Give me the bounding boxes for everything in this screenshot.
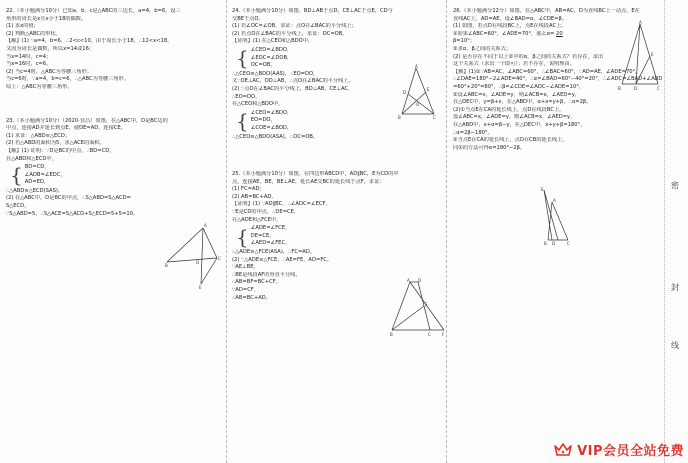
q26-line: β=10°； xyxy=(453,38,476,45)
seal-char: 线 xyxy=(671,341,679,350)
q25-brace-system: { ∠ADE=∠FCE， DE=CE， ∠AED=∠FEC， xyxy=(236,224,291,249)
question-22 xyxy=(6,8,218,92)
q26-line: =60°+20°=80°，∴β=∠CDE=∠ADC−∠ADE=10°， xyxy=(453,83,585,90)
q26-line: ∴α=2β−180°。 xyxy=(453,129,493,136)
q25-line: ∵AE⊥BE， xyxy=(232,264,259,271)
q25-line: ∴△ADE≌△FCE(ASA)，∴FC=AD。 xyxy=(232,249,316,256)
q26-line: 直线AC上，AD=AE，设∠BAD=α，∠CDE=β。 xyxy=(453,15,568,22)
q22-line: (2) 判断△ABC的形状。 xyxy=(6,30,61,37)
q22-line: 又因为周长是偶数，所以x=14或16； xyxy=(6,45,95,52)
column-left xyxy=(6,8,218,222)
q26-line: 在△ABD中，x+α=β−y，在△DEC中，x+y+β=180°， xyxy=(453,121,586,128)
crown-icon xyxy=(553,442,573,458)
q23-brace-item: AD=ED， xyxy=(24,179,50,186)
q25-line: ∵AD=CF， xyxy=(232,287,259,293)
q22-line: 当x=14时，c=4； xyxy=(6,53,52,60)
q24-line: 在△CEO和△BDO中， xyxy=(232,101,284,108)
q24-line: (2) 若点O在∠BAC的平分线上，求证：OC=OB。 xyxy=(232,30,348,37)
q22-line: 【解】(1) ∵a=4，b=6，∴2<c<10。由于周长小于18，∴12<x<18， xyxy=(6,38,173,45)
q25-brace-item: ∠AED=∠FEC， xyxy=(250,240,291,247)
q23-line: 在△ABD和△ECD中， xyxy=(6,155,57,162)
column-divider xyxy=(446,0,447,463)
q23-line: (2) 在△ABC中，D是BC的中点，∴S△ABD=S△ACD= xyxy=(6,195,131,202)
svg-text:D: D xyxy=(403,90,407,95)
q22-line: (1) 求x的值； xyxy=(6,23,39,30)
column-divider xyxy=(226,0,227,463)
q23-brace-item: BD=CD， xyxy=(24,164,50,171)
q24-line: (2) ∵点O在∠BAC的平分线上，BD⊥AB，CE⊥AC， xyxy=(232,85,354,92)
column-middle xyxy=(232,8,432,306)
seal-char: 密 xyxy=(671,181,679,190)
svg-text:C: C xyxy=(218,256,221,261)
q23-line: S△ECD， xyxy=(6,203,30,210)
q26-line: 26.（本小题满分12分）如图，在△ABC中，AB=AC，D为直线BC上一动点，E在 xyxy=(453,8,640,14)
q25-line: 25.（本小题满分10分）如图，在四边形ABCD中，AD∥BC，E为CD的中 xyxy=(232,171,399,178)
svg-text:B: B xyxy=(390,332,393,337)
q25-line: ∴BE是线段AF的垂直平分线， xyxy=(232,271,301,278)
q23-line: 23.（本小题满分10分）（2020·宜昌）如图，在△ABC中，D是BC边的 xyxy=(6,117,168,124)
seal-char: 封 xyxy=(671,283,679,292)
q24-brace-item: ∠CEO=∠BDO， xyxy=(250,109,293,116)
q22-line: 当x=16时，c=6。 xyxy=(6,61,52,68)
vip-watermark xyxy=(553,440,684,459)
svg-text:E: E xyxy=(425,302,428,307)
q25-line: (2) AB=BC+AD。 xyxy=(232,193,277,200)
q26-figure-1 xyxy=(618,20,664,92)
svg-text:A: A xyxy=(204,223,207,228)
q25-line: 点，连接AE，BE，BE⊥AE，延长AE交BC的延长线于点F。求证： xyxy=(232,178,385,185)
svg-text:D: D xyxy=(634,86,638,91)
q25-line: ∴AB=BF=BC+CF。 xyxy=(232,279,281,286)
q24-line: ∴△CEO≌△BDO(ASA)，∴OC=OB。 xyxy=(232,133,319,140)
q24-brace-system-1: { ∠CEO=∠BDO， ∠EOC=∠DOB， OC=OB， xyxy=(236,46,293,71)
q23-figure xyxy=(165,222,223,290)
q24-brace-item: ∠COE=∠BOD， xyxy=(250,124,293,131)
q23-brace-item: ∠ADB=∠EDC， xyxy=(24,171,66,178)
svg-text:B: B xyxy=(618,86,621,91)
q23-line: ∴△ABD≌△ECD(SAS)。 xyxy=(6,187,64,194)
q26-line: ②当点E在CA的延长线上，点D在CB的延长线上， xyxy=(453,137,568,144)
q25-line: 【证明】(1) ∵AD∥BC，∴∠ADC=∠ECF， xyxy=(232,201,331,208)
q26-line: 设∠ABC=x，∠ADE=y，则∠ACB=x，∠AED=y， xyxy=(453,114,576,121)
q24-figure xyxy=(398,64,438,120)
svg-text:A: A xyxy=(553,198,556,203)
q25-brace-item: ∠ADE=∠FCE， xyxy=(250,225,291,232)
q24-line: 交BE于点O。 xyxy=(232,15,264,22)
watermark-text: VIP会员全站免费 xyxy=(577,444,684,459)
svg-text:F: F xyxy=(442,332,445,337)
q26-line: (2)①当点E在CA的延长线上，点D在线段BC上， xyxy=(453,106,565,113)
q26-line: 同①的方法可得α=180°−2β。 xyxy=(453,144,526,151)
q26-line: ②设∠ABC=x，∠ADE=y，则∠ACB=x，∠AED=y， xyxy=(453,91,580,98)
svg-text:B: B xyxy=(165,263,168,268)
q26-figure-2 xyxy=(538,186,574,246)
q26-line: 在△DEC中，y=β+x，在△ABD中，α+x=y+β，∴α=2β。 xyxy=(453,99,592,106)
q25-line: ∵E是CD的中点，∴DE=CE， xyxy=(232,209,300,216)
q22-line: (2) 当c=4时，△ABC为等腰三角形； xyxy=(6,68,92,75)
q24-line: (1) 若∠OC=∠OB，求证：点O在∠BAC的平分线上； xyxy=(232,23,357,30)
svg-text:A: A xyxy=(407,278,410,283)
q22-line: 当c=6时，∵a=4，b=c=6，∴△ABC为等腰三角形。 xyxy=(6,76,129,83)
q26-answer-blank: 20 xyxy=(556,30,563,37)
q25-figure xyxy=(390,278,446,342)
q25-brace-item: DE=CE， xyxy=(250,232,275,239)
svg-text:D: D xyxy=(196,260,200,265)
q24-brace-item: ∠CEO=∠BDO， xyxy=(250,46,293,53)
q25-line: 在△ADE和△FCE中， xyxy=(232,216,282,223)
q22-line: 角形的周长是x且x小于18的偶数。 xyxy=(6,15,87,22)
q26-line: 【解】(1)①∵AB=AC，∠ABC=60°，∴∠BAC=60°，∵AD=AE，∠ADE=70°， xyxy=(453,68,641,75)
svg-text:D: D xyxy=(552,241,556,246)
svg-text:C: C xyxy=(657,86,660,91)
svg-text:C: C xyxy=(428,332,431,337)
q22-line: 22.（本小题满分10分）已知a，b，c是△ABC的三边长，a=4，b=6，设三 xyxy=(6,8,181,14)
svg-text:E: E xyxy=(199,285,202,290)
svg-text:O: O xyxy=(416,102,420,107)
q24-brace-item: OC=OB， xyxy=(250,62,276,69)
q26-line: ②求α，β之间的关系式； xyxy=(453,45,512,52)
q25-line: ∴AB=BC+AD。 xyxy=(232,294,271,301)
q24-line: 【证明】(1) 在△CEO和△BDO中， xyxy=(232,38,314,45)
svg-text:C: C xyxy=(567,241,570,246)
svg-text:D: D xyxy=(418,278,422,283)
q23-brace-system: { BD=CD， ∠ADB=∠EDC， AD=ED， xyxy=(10,163,66,188)
q24-brace-item: EO=DO， xyxy=(250,117,276,124)
svg-text:E: E xyxy=(427,87,430,92)
q24-brace-item: ∠EOC=∠DOB， xyxy=(250,54,293,61)
q26-line: (1) 如图，若点D在线段BC上，点E在线段AC上。 xyxy=(453,23,567,30)
question-23 xyxy=(6,118,218,219)
svg-text:E: E xyxy=(651,52,654,57)
svg-text:C: C xyxy=(433,115,436,120)
svg-text:E: E xyxy=(541,187,544,192)
svg-text:B: B xyxy=(544,241,547,246)
q23-line: 中点，连接AD并延长到点E，使DE=AD，连接CE。 xyxy=(6,125,126,132)
q23-line: (1) 求证：△ABD≌△ECD； xyxy=(6,132,71,139)
q23-line: 【解】(1) 证明：∵D是BC的中点，∴BD=CD， xyxy=(6,147,115,154)
q23-line: (2) 若△ABD的面积为5，求△ACE的面积。 xyxy=(6,140,105,147)
q24-line: ∴△CEO≌△BDO(AAS)，∴EO=DO， xyxy=(232,70,319,77)
q24-line: 24.（本小题满分10分）如图，BD⊥AB于点D，CE⊥AC于点E，CD与 xyxy=(232,8,393,14)
q26-line: (2) 是否存在不同于以上②中的α，β之间的关系式？若存在，求出 xyxy=(453,53,604,60)
q24-line: 又∵OE⊥AC，OD⊥AB，∴点O在∠BAC的平分线上。 xyxy=(232,78,354,85)
q25-line: (1) FC=AD； xyxy=(232,186,265,193)
q26-line: ∴∠DAE=180°−2∠ADE=40°，∴α=∠BAD=60°−40°=20°，∴∠ADC=∠BAD+∠ABD xyxy=(453,76,663,83)
q22-line: 综上：△ABC为等腰三角形。 xyxy=(6,83,73,90)
q23-line: ∵S△ABD=5，∴S△ACE=S△ACD+S△ECD=5+5=10。 xyxy=(6,210,139,217)
q26-line: 这个关系式（求出一个即可）；若不存在，说明理由。 xyxy=(453,61,575,68)
q25-line: (2) ∵△ADE≌△FCE，∴AE=FE，AD=FC。 xyxy=(232,256,333,263)
q24-brace-system-2: { ∠CEO=∠BDO， EO=DO， ∠COE=∠BOD， xyxy=(236,109,293,134)
svg-text:A: A xyxy=(639,20,642,25)
q24-line: ∴EO=DO， xyxy=(232,93,261,100)
svg-text:B: B xyxy=(398,115,401,120)
q26-line-text: ①如果∠ABC=60°，∠ADE=70°，那么α= xyxy=(453,30,555,37)
svg-text:A: A xyxy=(415,64,418,69)
